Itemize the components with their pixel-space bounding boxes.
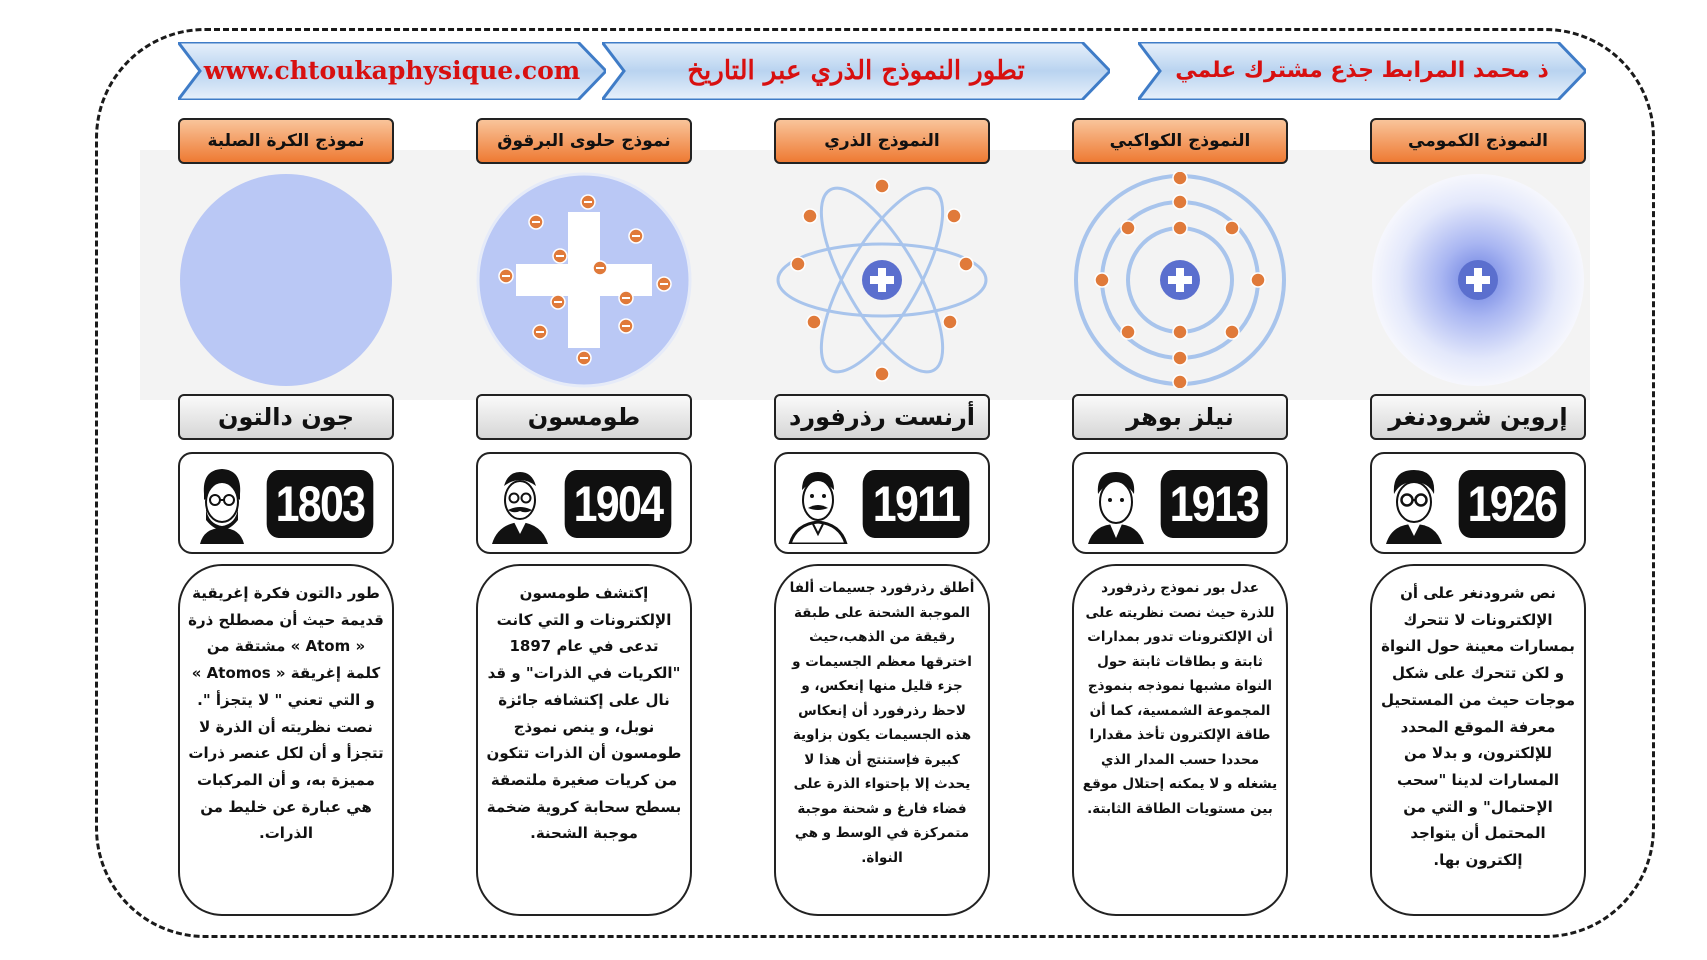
- model-description: عدل بور نموذج رذرفورد للذرة حيث نصت نظريته على أن الإلكترونات تدور بمدارات ثابتة و بطاقات ثابتة حول النواة مشبها نموذجه بنموذج المجموعة الشمسية، كما أن طاقة الإلكترون تأخذ مقدارا محددا حسب المدار الذي يشغله و لا يمكنه إحتلال موقع بين مستويات الطاقة الثابتة.: [1072, 564, 1288, 916]
- year-badge: 1926: [1459, 470, 1566, 538]
- year-box: [1072, 452, 1288, 554]
- model-description: نص شرودنغر على أن الإلكترونات لا تتحرك بمسارات معينة حول النواة و لكن تتحرك على شكل موجات حيث من المستحيل معرفة الموقع المحدد للإلكترون، و بدلا من المسارات لدينا "سحب الإحتمال" و التي من المحتمل أن يتواجد إلكترون بها.: [1370, 564, 1586, 916]
- year-badge: 1904: [565, 470, 672, 538]
- model-label: نموذج حلوى البرقوق: [476, 118, 692, 164]
- rutherford-portrait-icon: [786, 464, 850, 544]
- model-description: طور دالتون فكرة إغريقية قديمة حيث أن مصطلح ذرة « Atom » مشتقة من كلمة إغريقة « Atomos » و التي تعني " لا يتجزأ ". نصت نظريته أن الذرة لا تتجزأ و أن لكل عنصر ذرات مميزة به، و أن المركبات هي عبارة عن خليط من الذرات.: [178, 564, 394, 916]
- website-url[interactable]: www.chtoukaphysique.com: [203, 56, 581, 85]
- schrodinger-portrait-icon: [1382, 464, 1446, 544]
- model-description: أطلق رذرفورد جسيمات ألفا الموجبة الشحنة على طبقة رقيقة من الذهب،حيث اخترقها معظم الجسيمات و جزء قليل منها إنعكس، و لاحظ رذرفورد أن إنعكاس هذه الجسيمات يكون بزاوية كبيرة فإستنتج أن هذا لا يحدث إلا بإحتواء الذرة على فضاء فارغ و شحنة موجبة متمركزة في الوسط و هي النواة.: [774, 564, 990, 916]
- year-box: [476, 452, 692, 554]
- author-banner: [1138, 42, 1586, 100]
- year-box: [1370, 452, 1586, 554]
- thomson-portrait-icon: [488, 464, 552, 544]
- scientist-name: جون دالتون: [178, 394, 394, 440]
- model-column-bohr: [1072, 118, 1288, 918]
- year-box: [774, 452, 990, 554]
- rutherford-atom-model: [774, 172, 990, 388]
- title-banner: [602, 42, 1110, 100]
- model-label: النموذج الذري: [774, 118, 990, 164]
- scientist-name: طومسون: [476, 394, 692, 440]
- model-column-schrodinger: [1370, 118, 1586, 918]
- year-badge: 1913: [1161, 470, 1268, 538]
- year-badge: 1803: [267, 470, 374, 538]
- page-title: تطور النموذج الذري عبر التاريخ: [687, 56, 1025, 86]
- author-line: ذ محمد المرابط جذع مشترك علمي: [1175, 58, 1549, 83]
- solid-sphere-model: [178, 172, 394, 388]
- model-label: النموذج الكمومي: [1370, 118, 1586, 164]
- plum-pudding-model: [476, 172, 692, 388]
- scientist-name: نيلز بوهر: [1072, 394, 1288, 440]
- website-banner[interactable]: [178, 42, 606, 100]
- planetary-model: [1072, 172, 1288, 388]
- scientist-name: إروين شرودنغر: [1370, 394, 1586, 440]
- model-label: النموذج الكواكبي: [1072, 118, 1288, 164]
- model-column-rutherford: [774, 118, 990, 918]
- bohr-portrait-icon: [1084, 464, 1148, 544]
- year-box: [178, 452, 394, 554]
- scientist-name: أرنست رذرفورد: [774, 394, 990, 440]
- model-label: نموذج الكرة الصلبة: [178, 118, 394, 164]
- model-column-thomson: [476, 118, 692, 918]
- quantum-cloud-model: [1370, 172, 1586, 388]
- dalton-portrait-icon: [190, 464, 254, 544]
- year-badge: 1911: [863, 470, 970, 538]
- model-description: إكتشف طومسون الإلكترونات و التي كانت تدعى في عام 1897 "الكريات في الذرات" و قد نال على إكتشافه جائزة نوبل، و ينص نموذج طومسون أن الذرات تتكون من كريات صغيرة ملتصقة بسطح سحابة كروية ضخمة موجبة الشحنة.: [476, 564, 692, 916]
- model-column-dalton: [178, 118, 394, 918]
